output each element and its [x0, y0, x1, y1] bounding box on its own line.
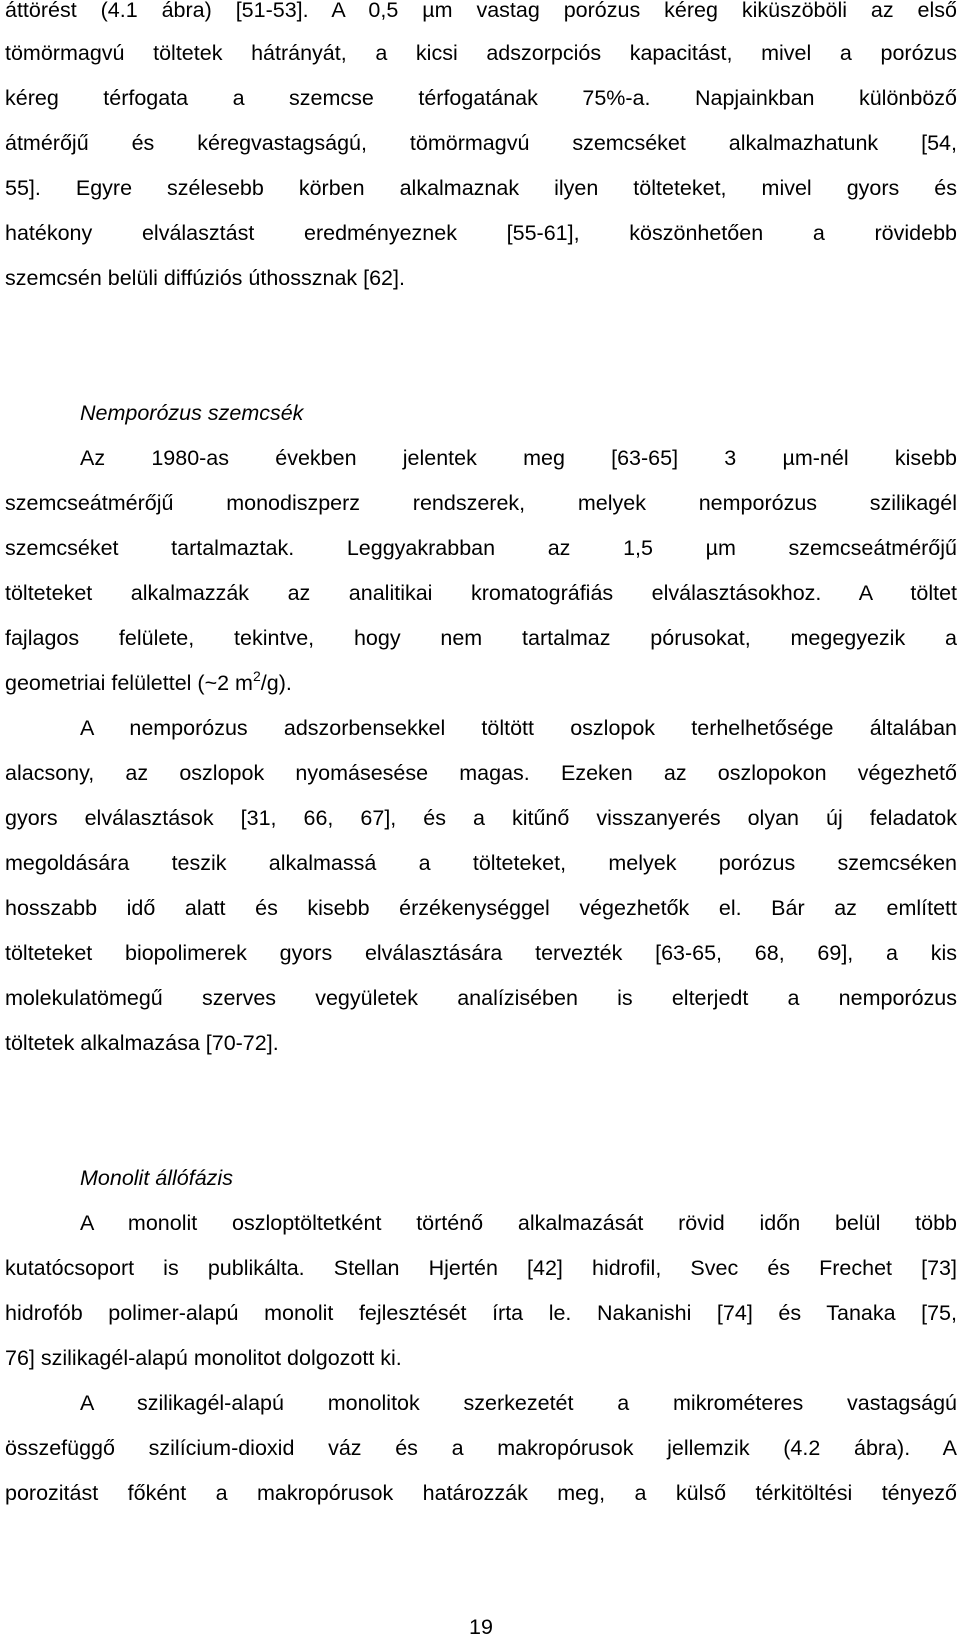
text-line: hosszabb idő alatt és kisebb érzékenységgel végezhetők el. Bár az említett	[5, 896, 957, 920]
text-line: hidrofób polimer-alapú monolit fejlesztését írta le. Nakanishi [74] és Tanaka [75,	[5, 1301, 957, 1325]
text-line: 55]. Egyre szélesebb körben alkalmaznak ilyen tölteteket, mivel gyors és	[5, 176, 957, 200]
text-line: molekulatömegű szerves vegyületek analízisében is elterjedt a nemporózus	[5, 986, 957, 1010]
superscript: 2	[252, 668, 261, 684]
text-line: hatékony elválasztást eredményeznek [55-61], köszönhetően a rövidebb	[5, 221, 957, 245]
section-heading-monolith: Monolit állófázis	[80, 1166, 233, 1190]
text-line: összefüggő szilícium-dioxid váz és a makropórusok jellemzik (4.2 ábra). A	[5, 1436, 957, 1460]
text-line: kéreg térfogata a szemcse térfogatának 75%-a. Napjainkban különböző	[5, 86, 957, 110]
text-line-with-superscript	[5, 668, 292, 698]
section-heading-nonporous: Nemporózus szemcsék	[80, 401, 304, 425]
text-line: A nemporózus adszorbensekkel töltött oszlopok terhelhetősége általában	[80, 716, 957, 740]
text-line: gyors elválasztások [31, 66, 67], és a kitűnő visszanyerés olyan új feladatok	[5, 806, 957, 830]
text-line: porozitást főként a makropórusok határozzák meg, a külső térkitöltési tényező	[5, 1481, 957, 1505]
text-line: tömörmagvú töltetek hátrányát, a kicsi adszorpciós kapacitást, mivel a porózus	[5, 41, 957, 65]
text-line: 76] szilikagél-alapú monolitot dolgozott ki.	[5, 1346, 402, 1370]
text-line: fajlagos felülete, tekintve, hogy nem tartalmaz pórusokat, megegyezik a	[5, 626, 957, 650]
text-fragment: /g).	[260, 671, 292, 695]
text-line: megoldására teszik alkalmassá a tölteteket, melyek porózus szemcséken	[5, 851, 957, 875]
text-fragment: geometriai felülettel (~2 m	[5, 671, 253, 695]
text-line: A monolit oszloptöltetként történő alkalmazását rövid időn belül több	[80, 1211, 957, 1235]
page-number: 19	[469, 1615, 493, 1639]
text-line: töltetek alkalmazása [70-72].	[5, 1031, 279, 1055]
text-line: szemcseátmérőjű monodiszperz rendszerek, melyek nemporózus szilikagél	[5, 491, 957, 515]
text-line: alacsony, az oszlopok nyomásesése magas. Ezeken az oszlopokon végezhető	[5, 761, 957, 785]
text-line: kutatócsoport is publikálta. Stellan Hjertén [42] hidrofil, Svec és Frechet [73]	[5, 1256, 957, 1280]
text-line: tölteteket biopolimerek gyors elválasztására tervezték [63-65, 68, 69], a kis	[5, 941, 957, 965]
text-line: A szilikagél-alapú monolitok szerkezetét a mikrométeres vastagságú	[80, 1391, 957, 1415]
text-line: áttörést (4.1 ábra) [51-53]. A 0,5 µm vastag porózus kéreg kiküszöböli az első	[5, 0, 957, 22]
text-line: szemcsén belüli diffúziós úthossznak [62].	[5, 266, 405, 290]
text-line: szemcséket tartalmaztak. Leggyakrabban az 1,5 µm szemcseátmérőjű	[5, 536, 957, 560]
text-line: Az 1980-as években jelentek meg [63-65] 3 µm-nél kisebb	[80, 446, 957, 470]
text-line: tölteteket alkalmazzák az analitikai kromatográfiás elválasztásokhoz. A töltet	[5, 581, 957, 605]
text-line: átmérőjű és kéregvastagságú, tömörmagvú szemcséket alkalmazhatunk [54,	[5, 131, 957, 155]
